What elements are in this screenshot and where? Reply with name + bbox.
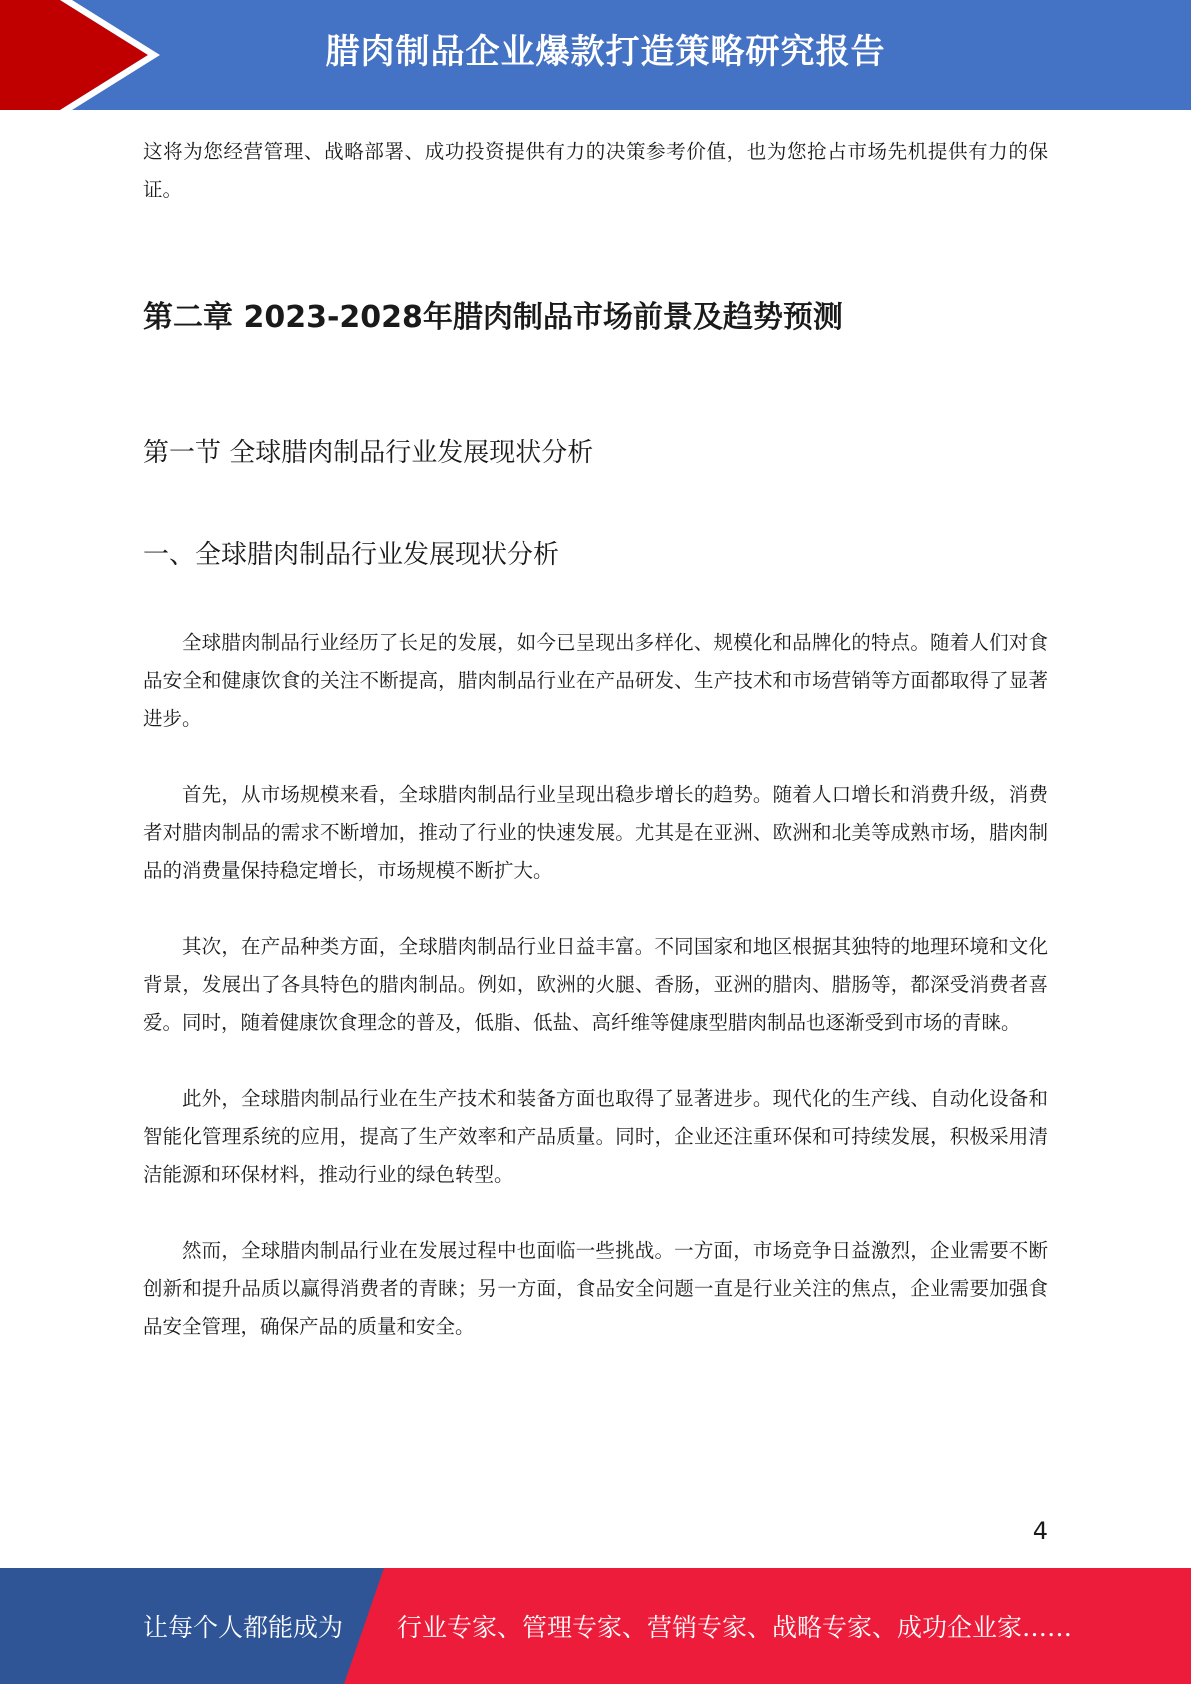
body-paragraph: 此外，全球腊肉制品行业在生产技术和装备方面也取得了显著进步。现代化的生产线、自动化设备和智能化管理系统的应用，提高了生产效率和产品质量。同时，企业还注重环保和可持续发展，积极采用清洁能源和环保材料，推动行业的绿色转型。: [143, 1087, 1048, 1186]
body-paragraph: 全球腊肉制品行业经历了长足的发展，如今已呈现出多样化、规模化和品牌化的特点。随着人们对食品安全和健康饮食的关注不断提高，腊肉制品行业在产品研发、生产技术和市场营销等方面都取得了显著进步。: [143, 631, 1048, 730]
footer-slogan-left: 让每个人都能成为: [143, 1613, 344, 1642]
body-paragraphs: [143, 624, 1048, 1384]
document-body: [143, 130, 1048, 1338]
section-heading: 第一节 全球腊肉制品行业发展现状分析: [143, 438, 594, 468]
body-paragraph: 首先，从市场规模来看，全球腊肉制品行业呈现出稳步增长的趋势。随着人口增长和消费升级，消费者对腊肉制品的需求不断增加，推动了行业的快速发展。尤其是在亚洲、欧洲和北美等成熟市场，腊肉制品的消费量保持稳定增长，市场规模不断扩大。: [143, 783, 1048, 882]
body-paragraph: 然而，全球腊肉制品行业在发展过程中也面临一些挑战。一方面，市场竞争日益激烈，企业需要不断创新和提升品质以赢得消费者的青睐；另一方面，食品安全问题一直是行业关注的焦点，企业需要加强食品安全管理，确保产品的质量和安全。: [143, 1239, 1048, 1338]
intro-paragraph: 这将为您经营管理、战略部署、成功投资提供有力的决策参考价值，也为您抢占市场先机提供有力的保证。: [143, 140, 1048, 201]
header-band: [0, 0, 1191, 110]
report-title: 腊肉制品企业爆款打造策略研究报告: [325, 32, 886, 72]
subsection-heading: 一、全球腊肉制品行业发展现状分析: [143, 540, 560, 570]
footer-band: [0, 1568, 1191, 1684]
page-number: 4: [1032, 1517, 1048, 1545]
footer-slogan-right: 行业专家、管理专家、营销专家、战略专家、成功企业家……: [397, 1613, 1073, 1642]
chapter-heading: 第二章 2023-2028年腊肉制品市场前景及趋势预测: [143, 300, 843, 335]
body-paragraph: 其次，在产品种类方面，全球腊肉制品行业日益丰富。不同国家和地区根据其独特的地理环境和文化背景，发展出了各具特色的腊肉制品。例如，欧洲的火腿、香肠，亚洲的腊肉、腊肠等，都深受消费者喜爱。同时，随着健康饮食理念的普及，低脂、低盐、高纤维等健康型腊肉制品也逐渐受到市场的青睐。: [143, 935, 1048, 1034]
